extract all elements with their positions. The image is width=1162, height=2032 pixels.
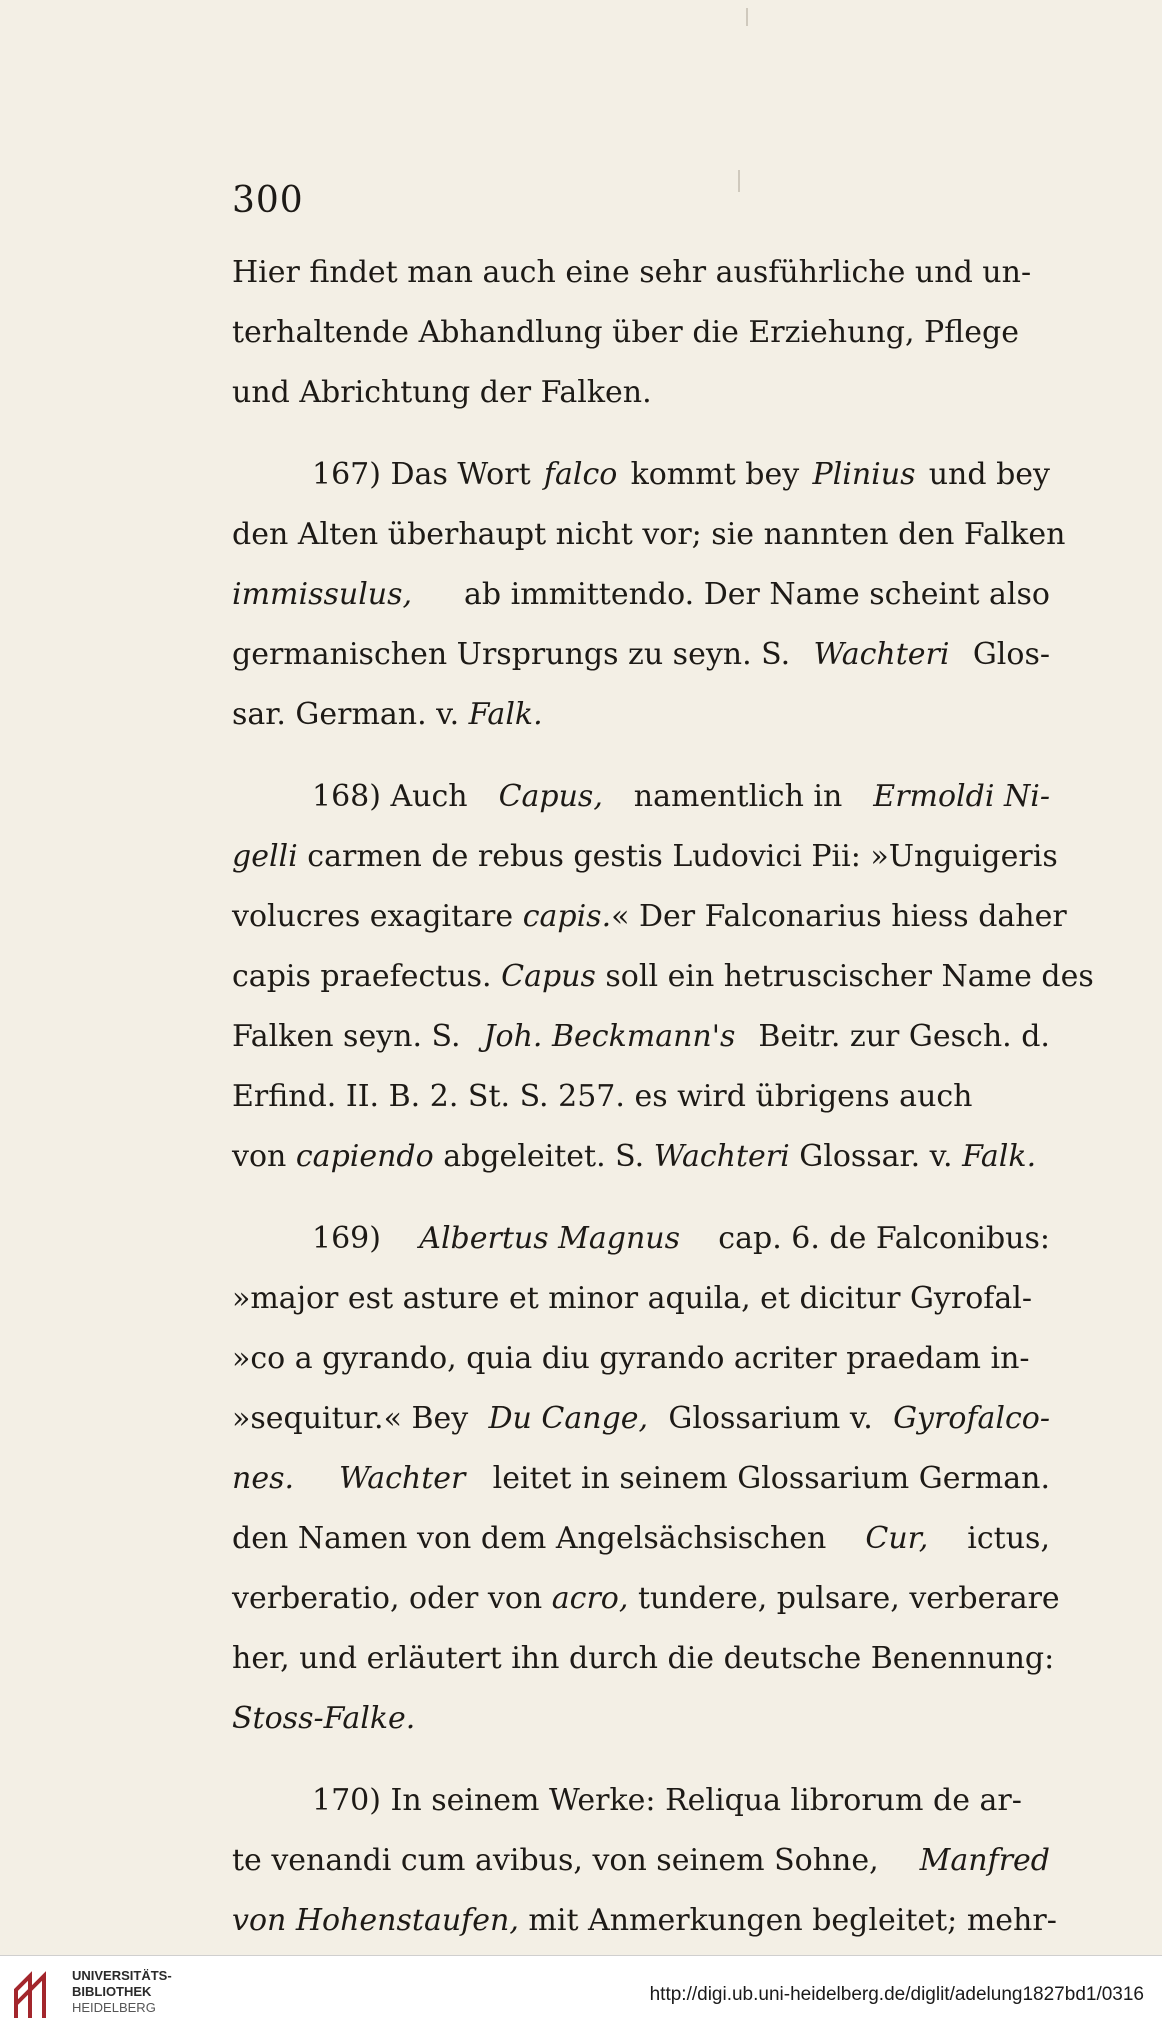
text-run: »co a gyrando, quia diu gyrando acriter praedam in-: [232, 1341, 1030, 1376]
note-170-line: [232, 1831, 1050, 1891]
intro-line: [232, 243, 1050, 303]
text-run: Glossar. v.: [789, 1139, 963, 1174]
paragraph-gap: [232, 745, 1050, 767]
text-run: sar. German. v.: [232, 697, 469, 732]
note-170-line: [232, 1771, 1050, 1831]
note-168-line: [232, 887, 1067, 947]
text-run: Beitr. zur Gesch. d.: [748, 1019, 1050, 1054]
note-169-line: [232, 1209, 1050, 1269]
page-number: 300: [232, 180, 304, 221]
page-mark: [738, 170, 740, 192]
library-name: [72, 1968, 172, 2016]
note-167-line: [232, 625, 1050, 685]
text-run: terhaltende Abhandlung über die Erziehung, Pflege: [232, 315, 1019, 350]
text-run: 169): [312, 1221, 391, 1256]
text-run: leitet in seinem Glossarium German.: [483, 1461, 1050, 1496]
text-run: mit Anmerkungen begleitet; mehr-: [518, 1903, 1057, 1938]
italic-text: Falk.: [468, 697, 543, 732]
library-name-line2: BIBLIOTHEK: [72, 1984, 152, 1999]
paragraph-gap: [232, 1749, 1050, 1771]
text-run: her, und erläutert ihn durch die deutsche Benennung:: [232, 1641, 1055, 1676]
text-run: « Der Falconarius hiess daher: [611, 899, 1067, 934]
text-run: namentlich in: [624, 779, 852, 814]
text-run: te venandi cum avibus, von seinem Sohne,: [232, 1843, 889, 1878]
italic-text: Wachter: [338, 1461, 466, 1496]
italic-text: Wachteri: [813, 637, 950, 672]
library-name-line1: UNIVERSITÄTS-: [72, 1968, 172, 1983]
text-run: Falken seyn. S.: [232, 1019, 471, 1054]
text-run: »major est asture et minor aquila, et dicitur Gyrofal-: [232, 1281, 1032, 1316]
text-run: von: [232, 1139, 296, 1174]
text-run: capis praefectus.: [232, 959, 502, 994]
text-run: carmen de rebus gestis Ludovici Pii: »Unguigeris: [297, 839, 1058, 874]
italic-text: acro,: [551, 1581, 629, 1616]
note-169-line: [232, 1269, 1050, 1329]
text-run: Erfind. II. B. 2. St. S. 257. es wird übrigens auch: [232, 1079, 973, 1114]
note-167-line: [232, 505, 1066, 565]
text-run: [312, 1449, 322, 1509]
text-run: volucres exagitare: [232, 899, 523, 934]
text-run: Glossarium v.: [658, 1401, 883, 1436]
italic-text: Joh. Beckmann's: [483, 1019, 736, 1054]
text-run: und Abrichtung der Falken.: [232, 375, 652, 410]
note-169-line: [232, 1389, 1050, 1449]
note-169-line: [232, 1689, 1050, 1749]
text-run: ab immittendo. Der Name scheint also: [454, 577, 1050, 612]
library-logo-icon: [10, 1964, 66, 2024]
body-text: [232, 243, 1094, 1951]
paragraph-gap: [232, 1187, 1050, 1209]
text-run: Glos-: [963, 637, 1050, 672]
note-168-line: [232, 947, 1094, 1007]
italic-text: Manfred: [919, 1843, 1050, 1878]
note-168-line: [232, 1127, 1050, 1187]
note-169-line: [232, 1449, 1050, 1509]
text-run: Hier findet man auch eine sehr ausführliche und un-: [232, 255, 1032, 290]
text-run: 168) Auch: [312, 779, 478, 814]
note-168-line: [232, 827, 1058, 887]
italic-text: Falk.: [962, 1139, 1037, 1174]
italic-text: von Hohenstaufen,: [232, 1903, 519, 1938]
italic-text: capis.: [522, 899, 612, 934]
text-run: 170) In seinem Werke: Reliqua librorum de ar-: [312, 1783, 1022, 1818]
paragraph-gap: [232, 423, 1050, 445]
text-run: germanischen Ursprungs zu seyn. S.: [232, 637, 800, 672]
footer-bar: [0, 1955, 1162, 2032]
note-167-line: [232, 445, 1050, 505]
text-run: verberatio, oder von: [232, 1581, 552, 1616]
note-169-line: [232, 1629, 1055, 1689]
italic-text: Albertus Magnus: [419, 1221, 680, 1256]
italic-text: falco: [543, 457, 618, 492]
page-mark: [746, 8, 748, 26]
text-run: tundere, pulsare, verberare: [628, 1581, 1060, 1616]
intro-line: [232, 303, 1050, 363]
text-run: cap. 6. de Falconibus:: [708, 1221, 1050, 1256]
note-168-line: [232, 1007, 1050, 1067]
library-name-line3: HEIDELBERG: [72, 2000, 156, 2015]
italic-text: Gyrofalco-: [893, 1401, 1050, 1436]
source-url-link[interactable]: http://digi.ub.uni-heidelberg.de/diglit/adelung1827bd1/0316: [649, 1984, 1144, 2005]
text-run: abgeleitet. S.: [433, 1139, 654, 1174]
intro-line: [232, 363, 1050, 423]
italic-text: capiendo: [295, 1139, 434, 1174]
note-170-line: [232, 1891, 1057, 1951]
text-run: 167) Das Wort: [312, 457, 541, 492]
text-run: den Namen von dem Angelsächsischen: [232, 1521, 836, 1556]
italic-text: gelli: [232, 839, 298, 874]
text-run: und bey: [919, 457, 1050, 492]
text-run: ictus,: [957, 1521, 1050, 1556]
italic-text: Wachteri: [653, 1139, 790, 1174]
text-run: »sequitur.« Bey: [232, 1401, 478, 1436]
note-168-line: [232, 767, 1050, 827]
italic-text: Plinius: [812, 457, 916, 492]
italic-text: immissulus,: [232, 577, 413, 612]
italic-text: Capus,: [498, 779, 603, 814]
italic-text: nes.: [232, 1461, 295, 1496]
italic-text: Ermoldi Ni-: [873, 779, 1050, 814]
italic-text: Capus: [501, 959, 596, 994]
note-169-line: [232, 1329, 1050, 1389]
text-run: den Alten überhaupt nicht vor; sie nannten den Falken: [232, 517, 1066, 552]
italic-text: Stoss-Falke.: [232, 1701, 416, 1736]
italic-text: Cur,: [865, 1521, 929, 1556]
text-run: soll ein hetruscischer Name des: [595, 959, 1094, 994]
italic-text: Du Cange,: [488, 1401, 649, 1436]
text-run: kommt bey: [621, 457, 809, 492]
note-167-line: [232, 685, 1050, 745]
note-168-line: [232, 1067, 1050, 1127]
note-169-line: [232, 1509, 1050, 1569]
note-169-line: [232, 1569, 1060, 1629]
note-167-line: [232, 565, 1050, 625]
